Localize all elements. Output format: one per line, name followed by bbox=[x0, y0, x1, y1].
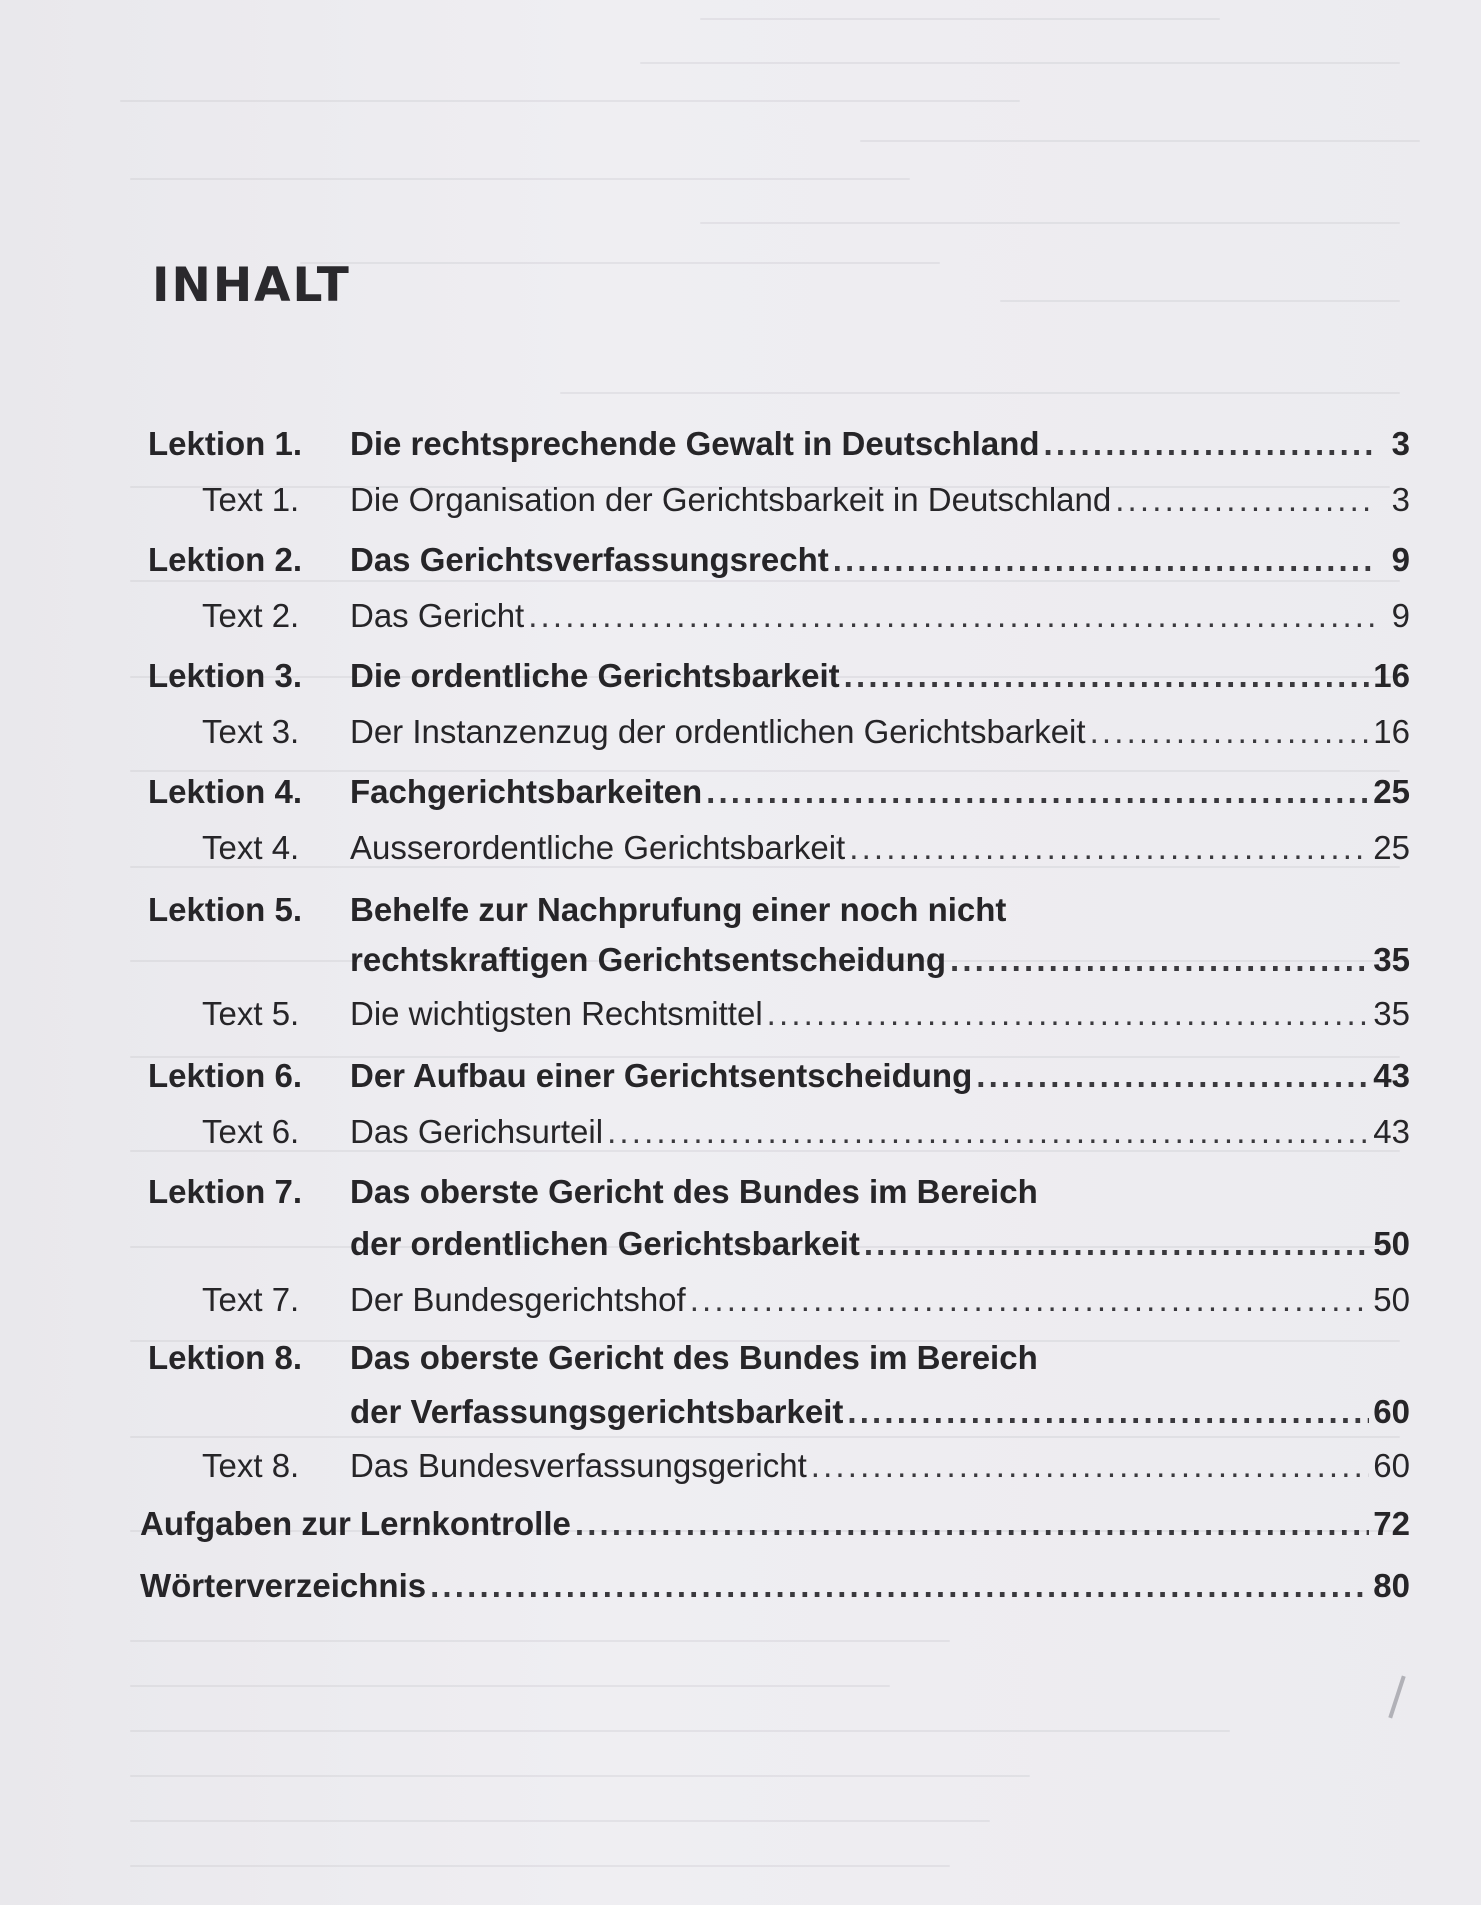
toc-entry-page: 50 bbox=[1373, 1281, 1410, 1318]
toc-entry-title: Ausserordentliche Gerichtsbarkeit bbox=[350, 829, 846, 866]
toc-entry-label: Lektion 2. bbox=[148, 541, 303, 578]
toc-entry-page: 43 bbox=[1373, 1057, 1410, 1094]
toc-entry-label: Text 5. bbox=[202, 995, 300, 1032]
toc-entry-title: Die wichtigsten Rechtsmittel bbox=[350, 995, 763, 1032]
toc-leader-dots bbox=[847, 1392, 1369, 1432]
toc-entry-label: Lektion 7. bbox=[148, 1173, 303, 1210]
toc-entry-title-line2: der Verfassungsgerichtsbarkeit bbox=[350, 1393, 844, 1430]
toc-entry-title-line1: Das oberste Gericht des Bundes im Bereich bbox=[350, 1173, 1038, 1210]
page-title: INHALT bbox=[152, 258, 351, 313]
toc-entry-title-line2: der ordentlichen Gerichtsbarkeit bbox=[350, 1225, 860, 1262]
toc-entry-page: 16 bbox=[1373, 713, 1410, 750]
toc-leader-dots bbox=[811, 1446, 1370, 1486]
toc-entry-label: Text 7. bbox=[202, 1281, 300, 1318]
toc-entry-page: 43 bbox=[1373, 1113, 1410, 1150]
toc-entry-page: 9 bbox=[1391, 541, 1410, 578]
toc-entry-page: 72 bbox=[1373, 1505, 1410, 1542]
toc-leader-dots bbox=[1090, 712, 1370, 752]
toc-entry-title: Wörterverzeichnis bbox=[140, 1567, 427, 1604]
toc-leader-dots bbox=[706, 772, 1369, 812]
toc-leader-dots bbox=[849, 828, 1369, 868]
toc-entry-page: 35 bbox=[1373, 941, 1410, 978]
toc-entry-title-line1: Behelfe zur Nachprufung einer noch nicht bbox=[350, 891, 1007, 928]
toc-entry-title: Das Gerichsurteil bbox=[350, 1113, 604, 1150]
toc-entry-page: 35 bbox=[1373, 995, 1410, 1032]
toc-entry-page: 60 bbox=[1373, 1447, 1410, 1484]
toc-entry-page: 25 bbox=[1373, 829, 1410, 866]
toc-entry-page: 25 bbox=[1373, 773, 1410, 810]
toc-entry-title: Fachgerichtsbarkeiten bbox=[350, 773, 703, 810]
toc-entry-page: 9 bbox=[1391, 597, 1410, 634]
toc-entry-title: Der Instanzenzug der ordentlichen Gerichtsbarkeit bbox=[350, 713, 1086, 750]
toc-entry-page: 3 bbox=[1391, 425, 1410, 462]
toc-entry-title: Die ordentliche Gerichtsbarkeit bbox=[350, 657, 840, 694]
toc-entry-label: Lektion 4. bbox=[148, 773, 303, 810]
toc-leader-dots bbox=[1115, 480, 1376, 520]
toc-leader-dots bbox=[864, 1224, 1369, 1264]
toc-entry-title: Der Aufbau einer Gerichtsentscheidung bbox=[350, 1057, 973, 1094]
toc-entry-title: Das Bundesverfassungsgericht bbox=[350, 1447, 807, 1484]
toc-entry-label: Lektion 6. bbox=[148, 1057, 303, 1094]
toc-entry-page: 80 bbox=[1373, 1567, 1410, 1604]
toc-entry-label: Text 2. bbox=[202, 597, 300, 634]
toc-leader-dots bbox=[950, 940, 1369, 980]
toc-entry-label: Lektion 3. bbox=[148, 657, 303, 694]
pencil-mark bbox=[1388, 1675, 1405, 1718]
toc-entry-title-line2: rechtskraftigen Gerichtsentscheidung bbox=[350, 941, 946, 978]
toc-leader-dots bbox=[607, 1112, 1369, 1152]
toc-entry-label: Text 3. bbox=[202, 713, 300, 750]
toc-leader-dots bbox=[430, 1566, 1369, 1606]
toc-entry-label: Text 1. bbox=[202, 481, 300, 518]
toc-entry-title: Die rechtsprechende Gewalt in Deutschland bbox=[350, 425, 1040, 462]
toc-entry-title: Das Gerichtsverfassungsrecht bbox=[350, 541, 829, 578]
toc-leader-dots bbox=[1044, 424, 1376, 464]
toc-entry-label: Lektion 1. bbox=[148, 425, 303, 462]
toc-leader-dots bbox=[767, 994, 1370, 1034]
toc-entry-title: Die Organisation der Gerichtsbarkeit in Deutschland bbox=[350, 481, 1112, 518]
toc-entry-label: Text 8. bbox=[202, 1447, 300, 1484]
toc-entry-label: Lektion 8. bbox=[148, 1339, 303, 1376]
toc-entry-title: Aufgaben zur Lernkontrolle bbox=[140, 1505, 571, 1542]
toc-leader-dots bbox=[976, 1056, 1369, 1096]
toc-leader-dots bbox=[528, 596, 1376, 636]
toc-entry-page: 50 bbox=[1373, 1225, 1410, 1262]
toc-entry-title-line1: Das oberste Gericht des Bundes im Bereich bbox=[350, 1339, 1038, 1376]
toc-entry-title: Der Bundesgerichtshof bbox=[350, 1281, 686, 1318]
toc-entry-page: 60 bbox=[1373, 1393, 1410, 1430]
toc-leader-dots bbox=[690, 1280, 1370, 1320]
toc-entry-label: Text 4. bbox=[202, 829, 300, 866]
toc-entry-label: Text 6. bbox=[202, 1113, 300, 1150]
toc-leader-dots bbox=[833, 540, 1376, 580]
toc-entry-page: 3 bbox=[1391, 481, 1410, 518]
toc-leader-dots bbox=[844, 656, 1370, 696]
toc-leader-dots bbox=[575, 1504, 1369, 1544]
toc-entry-page: 16 bbox=[1373, 657, 1410, 694]
toc-entry-label: Lektion 5. bbox=[148, 891, 303, 928]
toc-entry-title: Das Gericht bbox=[350, 597, 525, 634]
